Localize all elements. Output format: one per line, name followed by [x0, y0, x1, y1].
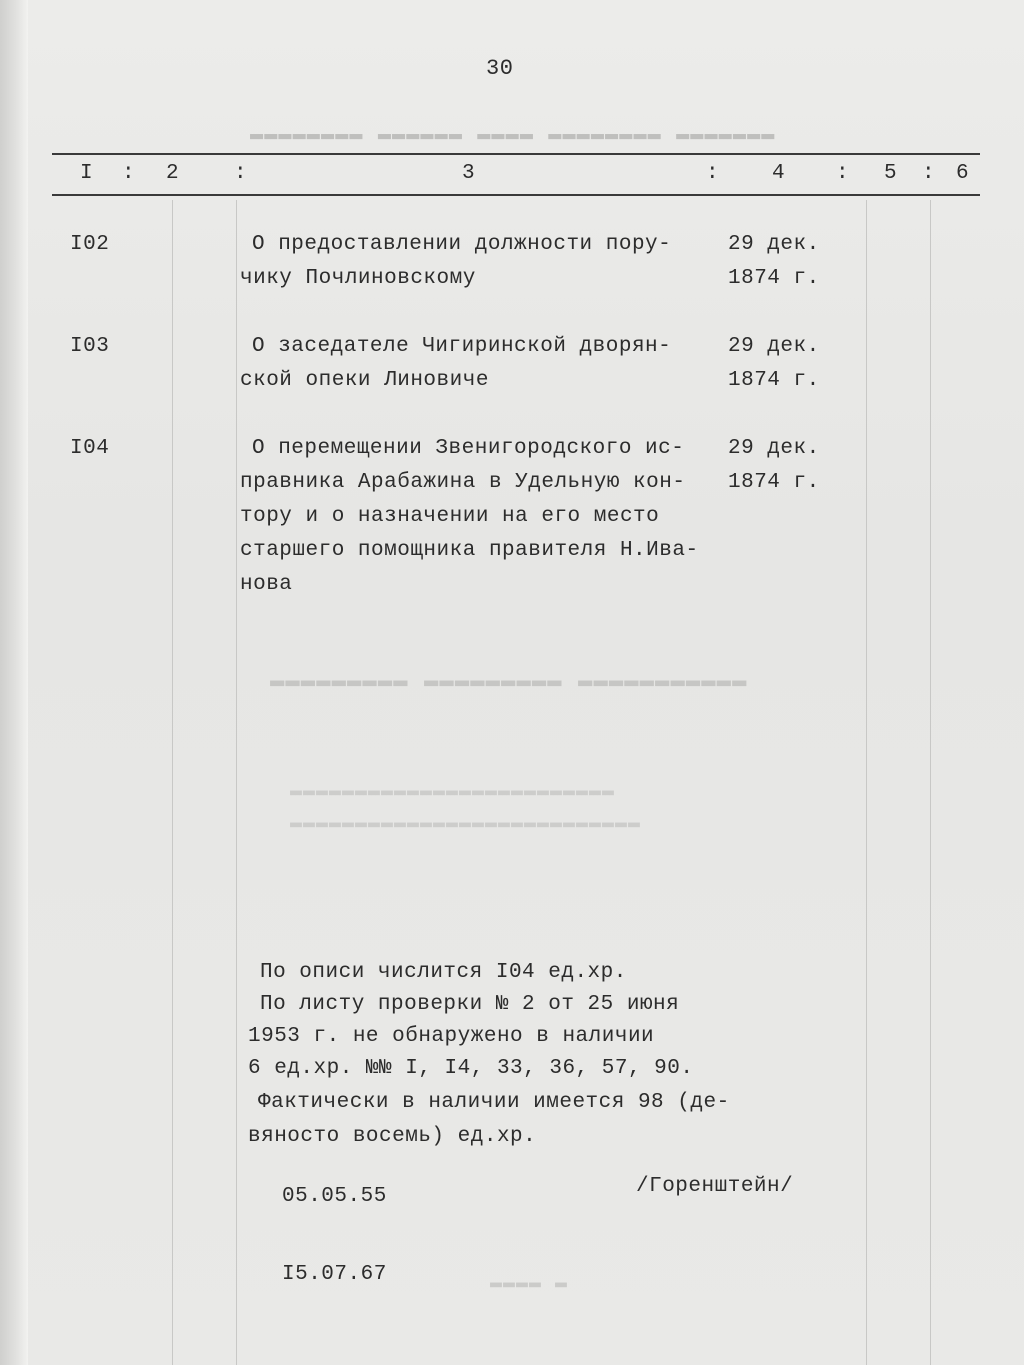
entry-text-line: правника Арабажина в Удельную кон- [240, 471, 686, 494]
entry-date-line: 29 дек. [728, 233, 820, 256]
header-col-2: 2 [166, 162, 180, 185]
bleed-through-year: ▬▬▬▬ ▬ [490, 1272, 569, 1295]
entry-date-line: 1874 г. [728, 369, 820, 392]
entry-text-line: нова [240, 573, 293, 596]
header-bottom-rule [52, 194, 980, 196]
header-sep: : [922, 162, 936, 185]
entry-text-line: О заседателе Чигиринской дворян- [252, 335, 672, 358]
date-stamp: I5.07.67 [282, 1263, 387, 1286]
summary-line: вяносто восемь) ед.хр. [248, 1125, 537, 1148]
entry-text-line: тору и о назначении на его место [240, 505, 660, 528]
header-col-3: 3 [462, 162, 476, 185]
entry-number: I03 [70, 335, 110, 358]
header-sep: : [836, 162, 850, 185]
entry-text-line: ской опеки Линовиче [240, 369, 489, 392]
entry-number: I02 [70, 233, 110, 256]
summary-line: По листу проверки № 2 от 25 июня [260, 993, 680, 1016]
summary-line: 1953 г. не обнаружено в наличии [248, 1025, 655, 1048]
entry-text-line: чику Почлиновскому [240, 267, 476, 290]
header-col-1: I [80, 162, 94, 185]
entry-text-line: старшего помощника правителя Н.Ива- [240, 539, 699, 562]
column-rule [866, 200, 867, 1365]
bleed-through-lines: ▬▬▬▬▬▬▬▬▬▬▬▬▬▬▬▬▬▬▬▬▬▬▬▬▬ [290, 780, 616, 803]
entry-text-line: О предоставлении должности пору- [252, 233, 672, 256]
header-sep: : [706, 162, 720, 185]
signature: /Горенштейн/ [636, 1175, 794, 1198]
summary-line: Фактически в наличии имеется 98 (де- [258, 1091, 730, 1114]
column-rule [172, 200, 173, 1365]
entry-date-line: 29 дек. [728, 437, 820, 460]
entry-number: I04 [70, 437, 110, 460]
column-rule [236, 200, 237, 1365]
bleed-through-lines: ▬▬▬▬▬▬▬▬▬▬▬▬▬▬▬▬▬▬▬▬▬▬▬▬▬▬▬ [290, 812, 642, 835]
column-rule [930, 200, 931, 1365]
summary-line: 6 ед.хр. №№ I, I4, 33, 36, 57, 90. [248, 1057, 694, 1080]
header-sep: : [234, 162, 248, 185]
header-top-rule [52, 153, 980, 155]
binding-edge [0, 0, 30, 1365]
entry-text-line: О перемещении Звенигородского ис- [252, 437, 685, 460]
bleed-through-header: ▬▬▬▬▬▬▬▬ ▬▬▬▬▬▬ ▬▬▬▬ ▬▬▬▬▬▬▬▬ ▬▬▬▬▬▬▬ [250, 122, 776, 147]
entry-date-line: 1874 г. [728, 471, 820, 494]
summary-line: По описи числится I04 ед.хр. [260, 961, 627, 984]
entry-date-line: 29 дек. [728, 335, 820, 358]
header-col-6: 6 [956, 162, 970, 185]
header-col-5: 5 [884, 162, 898, 185]
header-sep: : [122, 162, 136, 185]
header-col-4: 4 [772, 162, 786, 185]
page-number: 30 [486, 56, 514, 81]
entry-date-line: 1874 г. [728, 267, 820, 290]
date-stamp: 05.05.55 [282, 1185, 387, 1208]
bleed-through-title: ▬▬▬▬▬▬▬▬▬ ▬▬▬▬▬▬▬▬▬ ▬▬▬▬▬▬▬▬▬▬▬ [270, 668, 748, 695]
